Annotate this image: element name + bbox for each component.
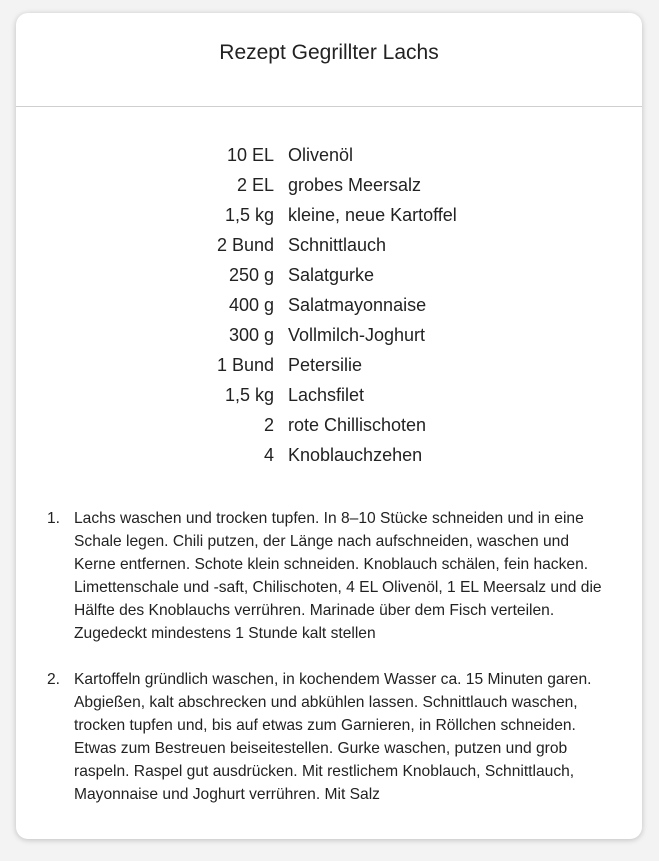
ingredient-name: Salatgurke bbox=[288, 264, 375, 285]
ingredient-list bbox=[16, 140, 642, 470]
recipe-title: Rezept Gegrillter Lachs bbox=[219, 41, 439, 64]
ingredient-quantity: 300 g bbox=[228, 324, 274, 345]
ingredient-name: Olivenöl bbox=[288, 144, 354, 165]
ingredient-row bbox=[16, 380, 642, 410]
ingredient-row bbox=[16, 200, 642, 230]
ingredient-quantity: 1,5 kg bbox=[224, 384, 274, 405]
ingredient-row bbox=[16, 260, 642, 290]
recipe-header bbox=[16, 13, 642, 107]
ingredient-name: grobes Meersalz bbox=[288, 174, 422, 195]
step-text: Kartoffeln gründlich waschen, in kochendem Wasser ca. 15 Minuten garen. Abgießen, kalt abschrecken und abkühlen lassen. Schnittlauch waschen, trocken tupfen und, bis auf etwas zum Garnieren, in Röllchen schneiden. Etwas zum Bestreuen beiseitestellen. Gurke waschen, putzen und grob raspeln. Raspel gut ausdrücken. Mit restlichem Knoblauch, Schnittlauch, Mayonnaise und Joghurt verrühren. Mit Salz bbox=[74, 671, 592, 803]
step-text: Lachs waschen und trocken tupfen. In 8–10 Stücke schneiden und in eine Schale legen. Chili putzen, der Länge nach aufschneiden, waschen und Kerne entfernen. Schote klein schneiden. Knoblauch schälen, fein hacken. Limettenschale und -saft, Chilischoten, 4 EL Olivenöl, 1 EL Meersalz und die Hälfte des Knoblauchs verrühren. Marinade über dem Fisch verteilen. Zugedeckt mindestens 1 Stunde kalt stellen bbox=[74, 510, 602, 642]
ingredient-name: Petersilie bbox=[288, 354, 363, 375]
ingredient-name: rote Chillischoten bbox=[288, 414, 427, 435]
ingredient-quantity: 2 bbox=[263, 414, 274, 435]
ingredient-row bbox=[16, 140, 642, 170]
ingredient-row bbox=[16, 350, 642, 380]
ingredient-quantity: 10 EL bbox=[226, 144, 274, 165]
ingredient-row bbox=[16, 440, 642, 470]
ingredient-name: Salatmayonnaise bbox=[288, 294, 427, 315]
recipe-card bbox=[16, 13, 642, 839]
ingredient-row bbox=[16, 320, 642, 350]
ingredient-name: Vollmilch-Joghurt bbox=[288, 324, 426, 345]
ingredient-row bbox=[16, 410, 642, 440]
ingredient-name: kleine, neue Kartoffel bbox=[288, 204, 457, 225]
instruction-step bbox=[16, 668, 642, 806]
ingredient-name: Knoblauchzehen bbox=[288, 444, 423, 465]
ingredient-quantity: 250 g bbox=[228, 264, 274, 285]
ingredient-quantity: 2 Bund bbox=[216, 234, 274, 255]
ingredient-quantity: 1 Bund bbox=[216, 354, 274, 375]
ingredient-quantity: 400 g bbox=[228, 294, 274, 315]
step-number: 2. bbox=[46, 671, 60, 688]
ingredient-quantity: 1,5 kg bbox=[224, 204, 274, 225]
ingredient-row bbox=[16, 290, 642, 320]
ingredient-row bbox=[16, 170, 642, 200]
step-number: 1. bbox=[46, 510, 60, 527]
instruction-step bbox=[16, 507, 642, 645]
ingredient-quantity: 2 EL bbox=[236, 174, 274, 195]
ingredient-row bbox=[16, 230, 642, 260]
ingredient-name: Schnittlauch bbox=[288, 234, 387, 255]
instruction-list bbox=[16, 507, 642, 806]
ingredient-quantity: 4 bbox=[263, 444, 274, 465]
ingredient-name: Lachsfilet bbox=[288, 384, 365, 405]
